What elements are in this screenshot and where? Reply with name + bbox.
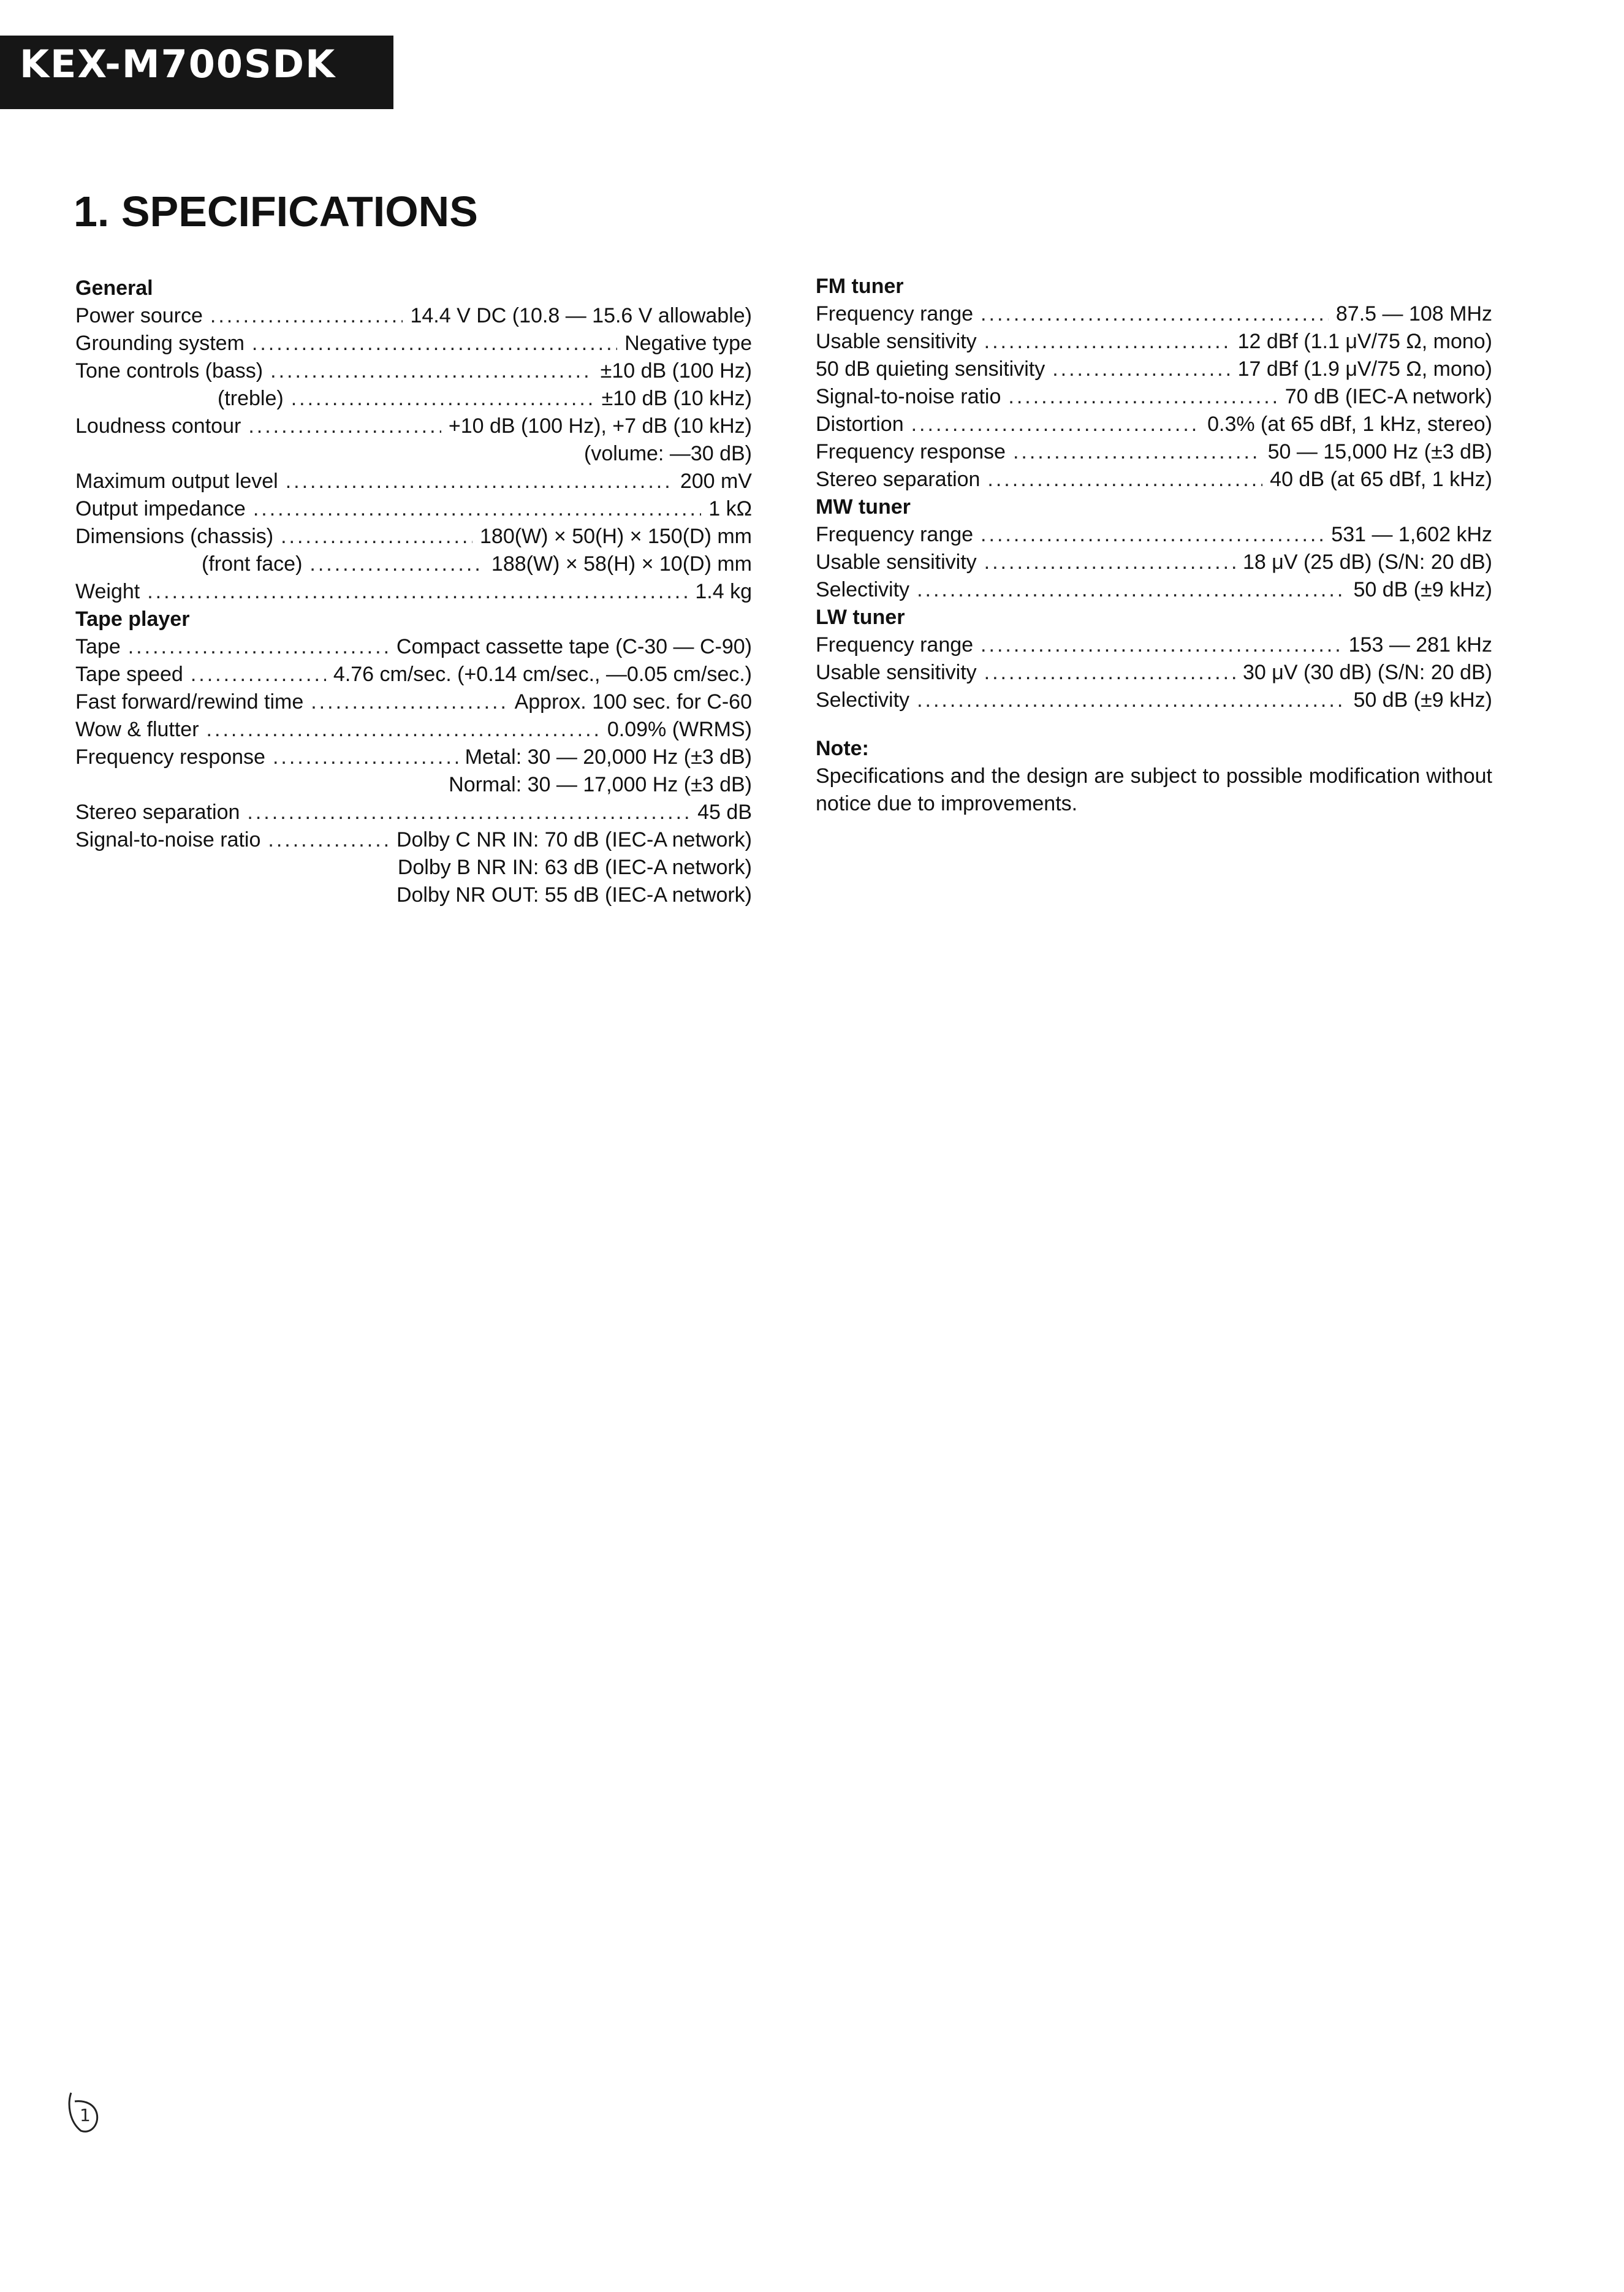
spec-value: 30 μV (30 dB) (S/N: 20 dB) xyxy=(1243,661,1492,684)
spec-value: Negative type xyxy=(624,332,752,355)
spec-label: Usable sensitivity xyxy=(816,550,977,574)
spec-row-fm-frequency-response xyxy=(816,438,1492,466)
spec-value: 87.5 — 108 MHz xyxy=(1335,302,1492,326)
section-title-fm-tuner: FM tuner xyxy=(816,275,904,298)
spec-value: ±10 dB (10 kHz) xyxy=(601,387,752,410)
spec-value: Approx. 100 sec. for C-60 xyxy=(514,690,752,714)
spec-row-tone-bass xyxy=(75,357,752,385)
spec-value: +10 dB (100 Hz), +7 dB (10 kHz) xyxy=(448,414,752,438)
leader-dots xyxy=(981,300,1329,328)
note-text: Specifications and the design are subject to possible modification without notice due to improvements. xyxy=(816,764,1492,815)
leader-dots xyxy=(987,466,1262,493)
spec-row-fm-usable-sensitivity xyxy=(816,328,1492,356)
leader-dots xyxy=(984,659,1235,687)
leader-dots xyxy=(311,688,507,716)
leader-dots xyxy=(147,578,688,606)
spec-label: Tone controls (bass) xyxy=(75,359,264,383)
note-title: Note: xyxy=(816,737,869,760)
leader-dots xyxy=(273,744,458,771)
leader-dots xyxy=(917,576,1346,604)
page-title: 1. SPECIFICATIONS xyxy=(74,188,478,235)
spec-row-wow-flutter xyxy=(75,716,752,744)
leader-dots xyxy=(253,495,701,523)
leader-dots xyxy=(247,799,690,826)
spec-label: Grounding system xyxy=(75,332,245,355)
spec-label: Dimensions (chassis) xyxy=(75,525,274,548)
spec-label: Usable sensitivity xyxy=(816,330,977,353)
spec-value: 17 dBf (1.9 μV/75 Ω, mono) xyxy=(1237,357,1492,381)
spec-label: Power source xyxy=(75,304,203,327)
spec-label: Frequency response xyxy=(816,440,1006,463)
spec-value-continuation: Dolby NR OUT: 55 dB (IEC-A network) xyxy=(396,883,752,907)
spec-value: ±10 dB (100 Hz) xyxy=(600,359,752,383)
spec-row-output-impedance xyxy=(75,495,752,523)
spec-row-lw-frequency-range xyxy=(816,631,1492,659)
spec-label: (front face) xyxy=(202,552,303,576)
page-mark-text: 1 xyxy=(80,2105,91,2125)
spec-row-fm-frequency-range xyxy=(816,300,1492,328)
spec-row-fast-forward-rewind xyxy=(75,688,752,716)
spec-row-loudness-contour xyxy=(75,413,752,440)
spec-label: Signal-to-noise ratio xyxy=(816,385,1001,408)
spec-value: 188(W) × 58(H) × 10(D) mm xyxy=(491,552,752,576)
leader-dots xyxy=(984,328,1231,356)
spec-value: 0.3% (at 65 dBf, 1 kHz, stereo) xyxy=(1207,413,1492,436)
spec-label: Signal-to-noise ratio xyxy=(75,828,261,851)
spec-row-fm-quieting-sensitivity xyxy=(816,356,1492,383)
spec-label: Output impedance xyxy=(75,497,246,520)
spec-value: 50 dB (±9 kHz) xyxy=(1353,688,1492,712)
leader-dots xyxy=(286,468,673,495)
spec-label: Frequency range xyxy=(816,302,974,326)
spec-label: Selectivity xyxy=(816,578,910,601)
spec-row-mw-usable-sensitivity xyxy=(816,549,1492,576)
spec-label: Stereo separation xyxy=(75,801,240,824)
leader-dots xyxy=(248,413,441,440)
section-title-tape-player: Tape player xyxy=(75,607,190,631)
spec-value: 50 dB (±9 kHz) xyxy=(1353,578,1492,601)
spec-label: Wow & flutter xyxy=(75,718,199,741)
spec-value-continuation: (volume: —30 dB) xyxy=(584,442,752,465)
spec-value: 153 — 281 kHz xyxy=(1348,633,1492,657)
spec-label: Tape speed xyxy=(75,663,183,686)
spec-label: Frequency response xyxy=(75,745,265,769)
leader-dots xyxy=(984,549,1235,576)
spec-value: 45 dB xyxy=(697,801,752,824)
leader-dots xyxy=(1013,438,1261,466)
spec-value: 40 dB (at 65 dBf, 1 kHz) xyxy=(1270,468,1492,491)
spec-row-weight xyxy=(75,578,752,606)
spec-value: Compact cassette tape (C-30 — C-90) xyxy=(396,635,752,658)
spec-row-stereo-separation xyxy=(75,799,752,826)
spec-value: 4.76 cm/sec. (+0.14 cm/sec., —0.05 cm/sec.) xyxy=(333,663,752,686)
spec-value: 18 μV (25 dB) (S/N: 20 dB) xyxy=(1243,550,1492,574)
spec-value: 1.4 kg xyxy=(695,580,752,603)
spec-value: 50 — 15,000 Hz (±3 dB) xyxy=(1267,440,1492,463)
spec-value: 14.4 V DC (10.8 — 15.6 V allowable) xyxy=(410,304,752,327)
spec-value: Metal: 30 — 20,000 Hz (±3 dB) xyxy=(465,745,752,769)
spec-row-fm-stereo-separation xyxy=(816,466,1492,493)
spec-row-mw-selectivity xyxy=(816,576,1492,604)
spec-value: 180(W) × 50(H) × 150(D) mm xyxy=(480,525,752,548)
spec-row-grounding-system xyxy=(75,330,752,357)
left-spec-column xyxy=(75,275,752,909)
spec-row-signal-to-noise xyxy=(75,826,752,854)
spec-label: Selectivity xyxy=(816,688,910,712)
leader-dots xyxy=(270,357,593,385)
leader-dots xyxy=(981,521,1324,549)
spec-value: 70 dB (IEC-A network) xyxy=(1284,385,1492,408)
spec-row-power-source xyxy=(75,302,752,330)
leader-dots xyxy=(128,633,389,661)
spec-label: Weight xyxy=(75,580,140,603)
spec-label: Tape xyxy=(75,635,121,658)
spec-value: 200 mV xyxy=(680,470,752,493)
spec-label: Maximum output level xyxy=(75,470,278,493)
model-name-tab: KEX-M700SDK xyxy=(0,36,393,109)
leader-dots xyxy=(1052,356,1230,383)
section-title-general: General xyxy=(75,276,153,300)
spec-row-dimensions-chassis xyxy=(75,523,752,550)
leader-dots xyxy=(281,523,472,550)
leader-dots xyxy=(291,385,594,413)
spec-value-continuation: Dolby B NR IN: 63 dB (IEC-A network) xyxy=(397,856,752,879)
right-spec-column xyxy=(816,273,1492,818)
spec-value: 531 — 1,602 kHz xyxy=(1331,523,1492,546)
spec-value: Dolby C NR IN: 70 dB (IEC-A network) xyxy=(396,828,752,851)
spec-row-lw-selectivity xyxy=(816,687,1492,714)
spec-value: 0.09% (WRMS) xyxy=(607,718,752,741)
spec-row-tape-speed xyxy=(75,661,752,688)
spec-row-dimensions-front-face xyxy=(75,550,752,578)
spec-label: 50 dB quieting sensitivity xyxy=(816,357,1045,381)
leader-dots xyxy=(981,631,1341,659)
leader-dots xyxy=(1008,383,1277,411)
spec-label: Loudness contour xyxy=(75,414,241,438)
spec-value: 1 kΩ xyxy=(708,497,752,520)
leader-dots xyxy=(917,687,1346,714)
section-title-lw-tuner: LW tuner xyxy=(816,606,905,629)
spec-row-mw-frequency-range xyxy=(816,521,1492,549)
spec-row-tone-treble xyxy=(75,385,752,413)
leader-dots xyxy=(191,661,326,688)
spec-row-max-output-level xyxy=(75,468,752,495)
leader-dots xyxy=(309,550,484,578)
note-block xyxy=(816,735,1492,818)
spec-row-frequency-response xyxy=(75,744,752,771)
leader-dots xyxy=(210,302,403,330)
leader-dots xyxy=(268,826,389,854)
spec-row-fm-distortion xyxy=(816,411,1492,438)
spec-label: Fast forward/rewind time xyxy=(75,690,304,714)
spec-label: (treble) xyxy=(218,387,284,410)
leader-dots xyxy=(207,716,600,744)
spec-row-lw-usable-sensitivity xyxy=(816,659,1492,687)
spec-label: Stereo separation xyxy=(816,468,981,491)
spec-row-fm-signal-to-noise xyxy=(816,383,1492,411)
spec-label: Frequency range xyxy=(816,523,974,546)
spec-label: Frequency range xyxy=(816,633,974,657)
handwritten-page-mark-icon xyxy=(66,2090,103,2134)
spec-value-continuation: Normal: 30 — 17,000 Hz (±3 dB) xyxy=(449,773,752,796)
spec-label: Usable sensitivity xyxy=(816,661,977,684)
spec-row-tape xyxy=(75,633,752,661)
spec-value: 12 dBf (1.1 μV/75 Ω, mono) xyxy=(1237,330,1492,353)
section-title-mw-tuner: MW tuner xyxy=(816,495,911,519)
leader-dots xyxy=(252,330,617,357)
leader-dots xyxy=(911,411,1201,438)
spec-label: Distortion xyxy=(816,413,904,436)
